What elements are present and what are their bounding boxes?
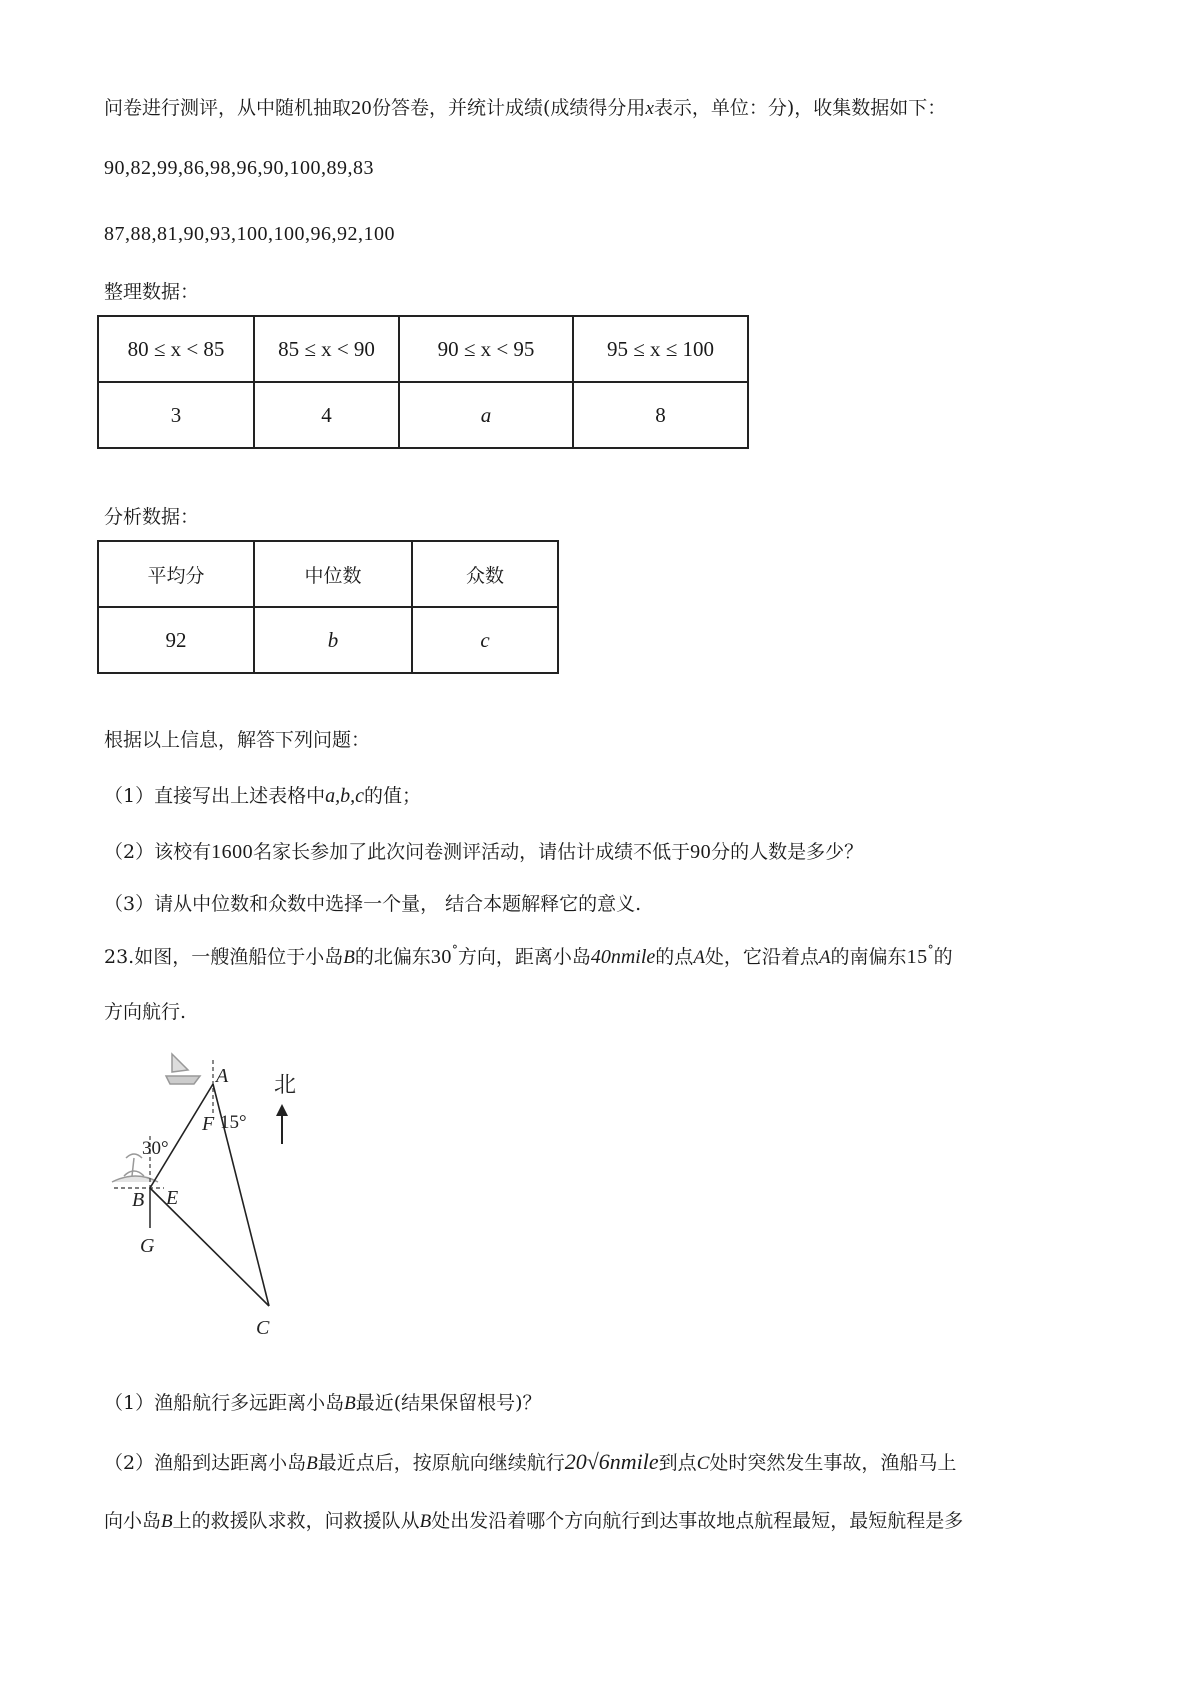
text-segment: 处，它沿着点: [704, 946, 819, 968]
intro-paragraph: [104, 96, 946, 121]
text-segment: （1）直接写出上述表格中: [104, 785, 326, 807]
label-A: A: [216, 1065, 229, 1087]
number-20: 20: [351, 97, 373, 119]
text-segment: （1）渔船航行多远距离小岛: [104, 1392, 345, 1414]
label-F: F: [202, 1113, 215, 1135]
table-row: [98, 316, 748, 382]
organize-heading: 整理数据：: [104, 281, 200, 303]
var-B: B: [343, 947, 355, 968]
number-1600: 1600: [211, 841, 254, 863]
table-cell: 92: [98, 607, 254, 673]
sub-question-2-cont: [104, 1509, 963, 1534]
text-segment: 处时突然发生事故，渔船马上: [709, 1452, 957, 1474]
table-header-cell: 众数: [412, 541, 558, 607]
figure-svg: [104, 1046, 344, 1346]
table-header-cell: 80 ≤ x < 85: [98, 316, 254, 382]
table-cell: b: [254, 607, 412, 673]
var-A: A: [818, 947, 831, 968]
north-arrow-icon: [276, 1104, 288, 1116]
text-segment: 的北偏东: [354, 946, 431, 968]
data-row-1: 90,82,99,86,98,96,90,100,89,83: [104, 157, 374, 179]
text-segment: 最近点后，按原航向继续航行: [317, 1452, 565, 1474]
text-segment: 的南偏东: [830, 946, 907, 968]
table-header-cell: 中位数: [254, 541, 412, 607]
text-segment: 23.如图，一艘渔船位于小岛: [104, 946, 344, 968]
sub-question-2: [104, 1450, 956, 1476]
text-segment: 到点: [658, 1452, 697, 1474]
var-B: B: [344, 1393, 356, 1414]
table-cell: 8: [573, 382, 748, 448]
label-C: C: [256, 1317, 270, 1339]
question-3: （3）请从中位数和众数中选择一个量， 结合本题解释它的意义.: [104, 893, 642, 915]
questions-intro: 根据以上信息，解答下列问题：: [104, 729, 371, 751]
table-cell: a: [399, 382, 573, 448]
var-abc: a,b,c: [325, 785, 364, 807]
label-north: 北: [274, 1073, 297, 1098]
text-segment: （2）渔船到达距离小岛: [104, 1452, 307, 1474]
var-B: B: [306, 1453, 318, 1474]
table-header-cell: 95 ≤ x ≤ 100: [573, 316, 748, 382]
text-segment: 向小岛: [104, 1510, 162, 1532]
text-segment: 分的人数是多少？: [711, 841, 864, 863]
statistics-table: [97, 540, 559, 674]
distance-20root6-nmile: 20√6nmile: [564, 1449, 659, 1474]
text-segment: 上的救援队求救，问救援队从: [172, 1510, 420, 1532]
text-segment: （2）该校有: [104, 841, 212, 863]
number-15: 15: [906, 946, 928, 968]
table-header-cell: 90 ≤ x < 95: [399, 316, 573, 382]
question-2: [104, 840, 863, 864]
problem-23-line-1: [104, 945, 953, 971]
text-segment: 份答卷，并统计成绩(成绩得分用: [372, 97, 646, 119]
number-90: 90: [690, 841, 712, 863]
text-segment: 的: [933, 946, 953, 968]
text-segment: 方向，距离小岛: [457, 946, 591, 968]
sub-question-1: [104, 1391, 542, 1416]
table-header-cell: 85 ≤ x < 90: [254, 316, 399, 382]
degree-symbol: °: [451, 943, 458, 957]
var-C: C: [696, 1453, 710, 1474]
text-segment: 名家长参加了此次问卷测评活动，请估计成绩不低于: [253, 841, 691, 863]
var-B: B: [419, 1511, 432, 1532]
degree-symbol: °: [927, 943, 934, 957]
problem-23-line-2: 方向航行.: [104, 1001, 187, 1023]
table-header-cell: 平均分: [98, 541, 254, 607]
label-E: E: [166, 1187, 179, 1209]
var-B: B: [161, 1511, 173, 1532]
text-segment: 最近(结果保留根号)？: [355, 1392, 542, 1414]
segment-AB: [150, 1084, 213, 1188]
number-30: 30: [430, 946, 452, 968]
frequency-table: [97, 315, 749, 449]
text-segment: 的值；: [363, 785, 421, 807]
label-angle-15: 15°: [220, 1112, 247, 1133]
text-segment: 处出发沿着哪个方向航行到达事故地点航程最短，最短航程是多: [431, 1510, 964, 1532]
text-segment: 问卷进行测评，从中随机抽取: [104, 97, 352, 119]
table-row: [98, 607, 558, 673]
table-cell: 3: [98, 382, 254, 448]
label-G: G: [140, 1235, 155, 1257]
question-1: [104, 784, 421, 808]
text-segment: 的点: [655, 946, 694, 968]
analyze-heading: 分析数据：: [104, 506, 200, 528]
text-segment: 表示，单位：分)，收集数据如下：: [653, 97, 947, 119]
var-x: x: [645, 98, 654, 119]
data-row-2: 87,88,81,90,93,100,100,96,92,100: [104, 223, 395, 245]
navigation-figure: [104, 1046, 344, 1350]
label-angle-30: 30°: [142, 1138, 169, 1159]
boat-icon: [166, 1054, 200, 1084]
table-cell: c: [412, 607, 558, 673]
distance-40nmile: 40nmile: [590, 946, 656, 968]
table-row: [98, 382, 748, 448]
table-cell: 4: [254, 382, 399, 448]
label-B: B: [132, 1189, 145, 1211]
var-A: A: [693, 947, 705, 968]
table-row: [98, 541, 558, 607]
